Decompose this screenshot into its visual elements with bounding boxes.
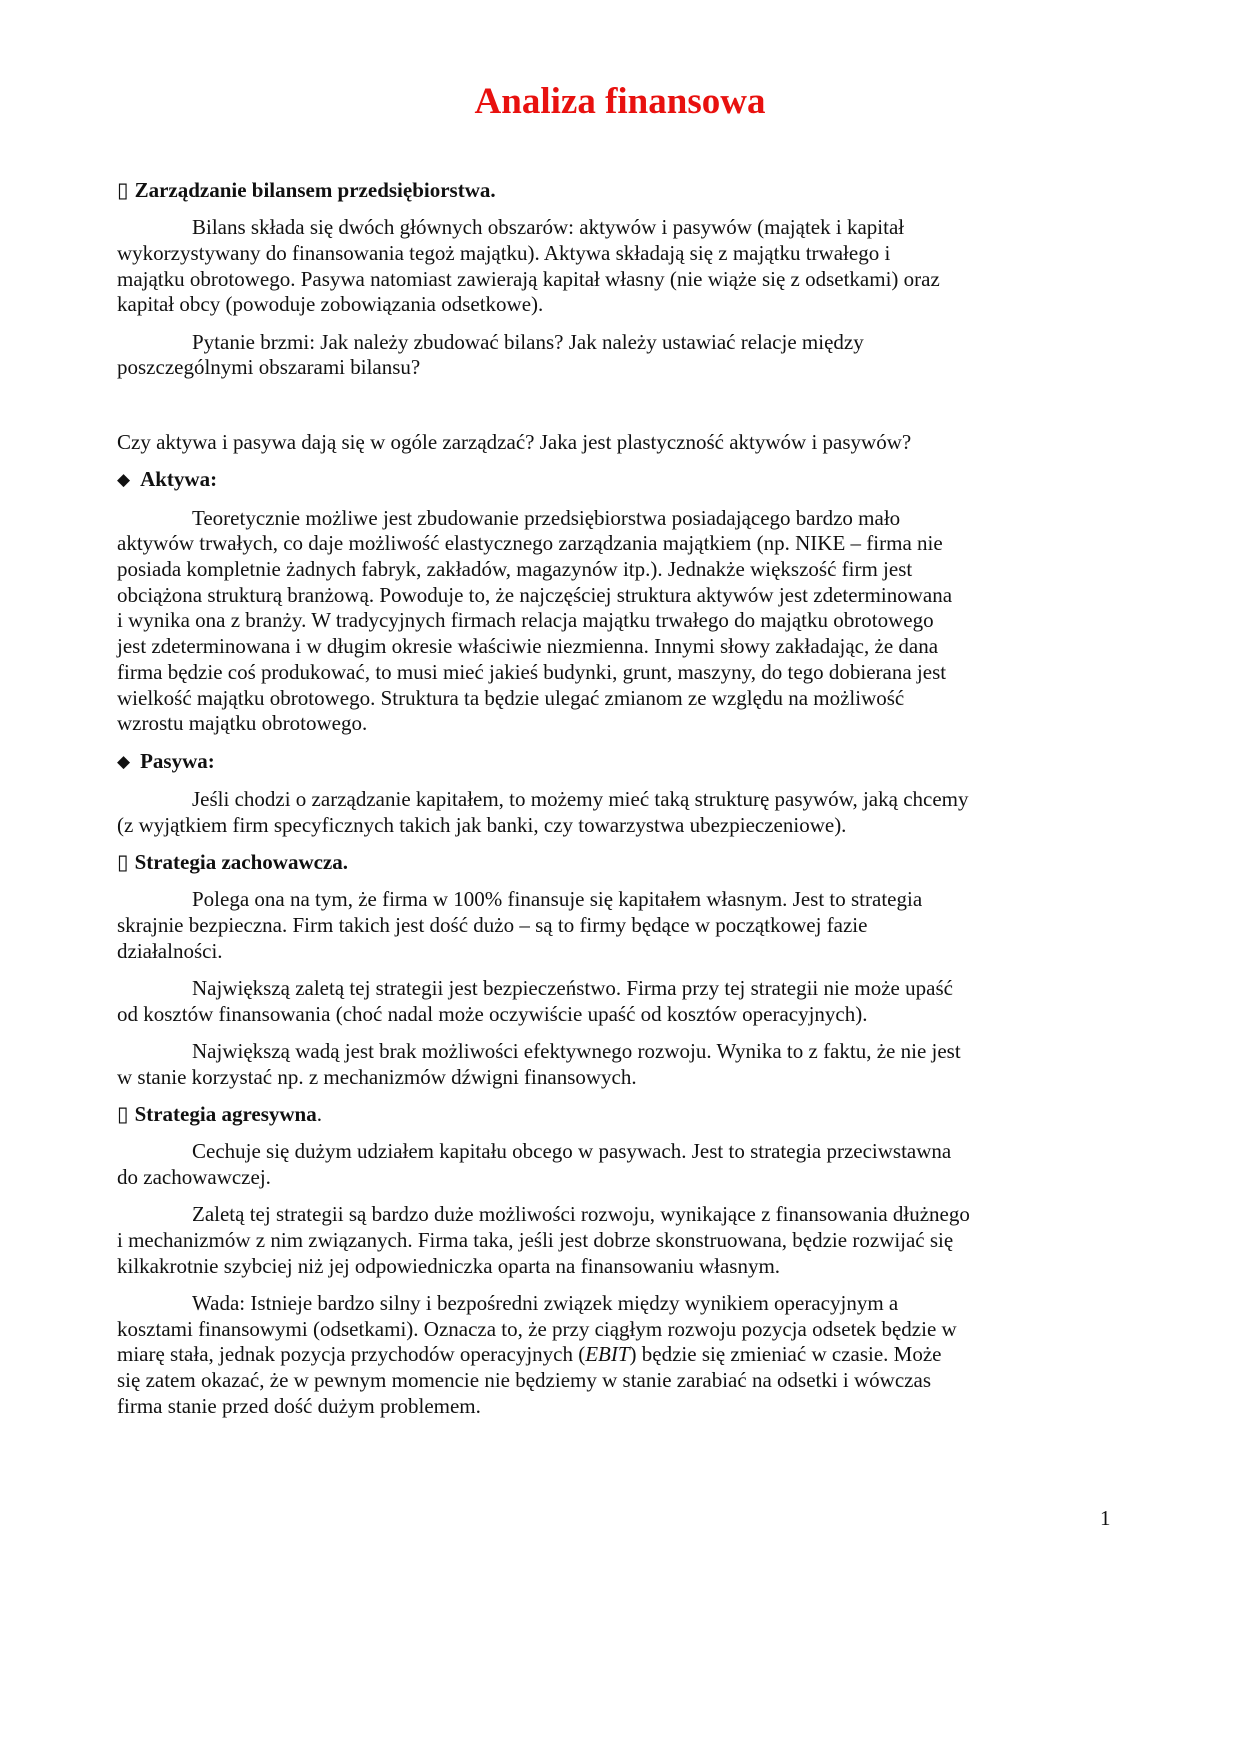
paragraph-line: majątku obrotowego. Pasywa natomiast zawierają kapitał własny (nie wiąże się z odsetkami) oraz — [117, 266, 940, 291]
paragraph — [117, 1202, 1117, 1279]
paragraph-line: jest zdeterminowana i w długim okresie właściwie niezmienna. Innymi słowy zakładając, że dana — [117, 634, 939, 659]
diamond-bullet-icon: ◆ — [117, 470, 131, 490]
paragraph-line: kilkakrotnie szybciej niż jej odpowiedniczka oparta na finansowaniu własnym. — [117, 1253, 781, 1278]
paragraph-line: i wynika ona z branży. W tradycyjnych firmach relacja majątku trwałego do majątku obrotowego — [117, 608, 934, 633]
section-heading — [117, 850, 1117, 876]
paragraph-line: aktywów trwałych, co daje możliwość elastycznego zarządzania majątkiem (np. NIKE – firma nie — [117, 531, 943, 556]
paragraph-line: kosztami finansowymi (odsetkami). Oznacza to, że przy ciągłym rozwoju pozycja odsetek będzie w — [117, 1316, 957, 1341]
paragraph — [117, 430, 1117, 456]
paragraph — [117, 787, 1117, 838]
heading-text: Strategia agresywna — [134, 1101, 317, 1126]
bullet-icon: ▯ — [117, 849, 129, 874]
paragraph — [117, 330, 1117, 381]
paragraph-line: Polega ona na tym, że firma w 100% finansuje się kapitałem własnym. Jest to strategia — [192, 887, 923, 912]
paragraph-line: Pytanie brzmi: Jak należy zbudować bilans? Jak należy ustawiać relacje między — [192, 329, 864, 354]
paragraph-line: poszczególnymi obszarami bilansu? — [117, 355, 421, 380]
heading-tail: . — [316, 1101, 322, 1126]
blank-line — [117, 393, 1117, 419]
bullet-icon: ▯ — [117, 178, 129, 202]
paragraph-line: wzrostu majątku obrotowego. — [117, 711, 368, 736]
heading-text: Pasywa: — [140, 748, 215, 773]
paragraph-line: Cechuje się dużym udziałem kapitału obcego w pasywach. Jest to strategia przeciwstawna — [192, 1139, 952, 1164]
paragraph — [117, 215, 1117, 318]
diamond-bullet-icon: ◆ — [117, 751, 131, 771]
paragraph — [117, 1039, 1117, 1090]
paragraph-line: Największą wadą jest brak możliwości efektywnego rozwoju. Wynika to z faktu, że nie jest — [192, 1038, 961, 1063]
paragraph-line: obciążona strukturą branżową. Powoduje to, że najczęściej struktura aktywów jest zdeterminowana — [117, 582, 953, 607]
paragraph-line: Największą zaletą tej strategii jest bezpieczeństwo. Firma przy tej strategii nie może upaść — [192, 975, 953, 1000]
paragraph-line: (z wyjątkiem firm specyficznych takich jak banki, czy towarzystwa ubezpieczeniowe). — [117, 812, 847, 837]
section-heading — [117, 1102, 1117, 1128]
paragraph-line: od kosztów finansowania (choć nadal może oczywiście upaść od kosztów operacyjnych). — [117, 1001, 868, 1026]
paragraph-line: posiada kompletnie żadnych fabryk, zakładów, magazynów itp.). Jednakże większość firm jest — [117, 556, 913, 581]
paragraph — [117, 1291, 1117, 1420]
paragraph — [117, 506, 1117, 737]
paragraph-line: Teoretycznie możliwe jest zbudowanie przedsiębiorstwa posiadającego bardzo mało — [192, 505, 901, 530]
document-body — [117, 178, 1117, 1431]
paragraph — [117, 1139, 1117, 1190]
section-heading — [117, 749, 1117, 776]
paragraph-line: skrajnie bezpieczna. Firm takich jest dość dużo – są to firmy będące w początkowej fazie — [117, 912, 868, 937]
paragraph — [117, 976, 1117, 1027]
paragraph-line: Wada: Istnieje bardzo silny i bezpośredni związek między wynikiem operacyjnym a — [192, 1290, 899, 1315]
paragraph-line: firma będzie coś produkować, to musi mieć jakieś budynki, grunt, maszyny, do tego dobierana jest — [117, 659, 947, 684]
heading-text: Strategia zachowawcza. — [134, 849, 348, 874]
section-heading — [117, 178, 1117, 204]
document-title: Analiza finansowa — [474, 81, 766, 122]
paragraph-line: Zaletą tej strategii są bardzo duże możliwości rozwoju, wynikające z finansowania dłużnego — [192, 1202, 970, 1227]
paragraph-line: firma stanie przed dość dużym problemem. — [117, 1393, 481, 1418]
paragraph-line: działalności. — [117, 938, 223, 963]
page-number: 1 — [1100, 1506, 1111, 1530]
paragraph-line: kapitał obcy (powoduje zobowiązania odsetkowe). — [117, 292, 544, 317]
heading-text: Aktywa: — [140, 467, 218, 492]
bullet-icon: ▯ — [117, 1101, 129, 1126]
paragraph-line: do zachowawczej. — [117, 1164, 271, 1189]
paragraph-line: Jeśli chodzi o zarządzanie kapitałem, to możemy mieć taką strukturę pasywów, jaką chcemy — [192, 786, 969, 811]
paragraph-line: Czy aktywa i pasywa dają się w ogóle zarządzać? Jaka jest plastyczność aktywów i pasywów? — [117, 429, 912, 454]
paragraph-line: się zatem okazać, że w pewnym momencie nie będziemy w stanie zarabiać na odsetki i wówczas — [117, 1367, 931, 1392]
paragraph-line: Bilans składa się dwóch głównych obszarów: aktywów i pasywów (majątek i kapitał — [192, 215, 905, 240]
section-heading — [117, 467, 1117, 494]
paragraph-line: i mechanizmów z nim związanych. Firma taka, jeśli jest dobrze skonstruowana, będzie rozwijać się — [117, 1227, 954, 1252]
paragraph — [117, 887, 1117, 964]
paragraph-line: wykorzystywany do finansowania tegoż majątku). Aktywa składają się z majątku trwałego i — [117, 241, 891, 265]
paragraph-line: wielkość majątku obrotowego. Struktura ta będzie ulegać zmianom ze względu na możliwość — [117, 685, 905, 710]
heading-text: Zarządzanie bilansem przedsiębiorstwa. — [134, 178, 496, 202]
paragraph-line: miarę stała, jednak pozycja przychodów operacyjnych (EBIT) będzie się zmieniać w czasie. Może — [117, 1342, 942, 1367]
paragraph-line: w stanie korzystać np. z mechanizmów dźwigni finansowych. — [117, 1064, 637, 1089]
